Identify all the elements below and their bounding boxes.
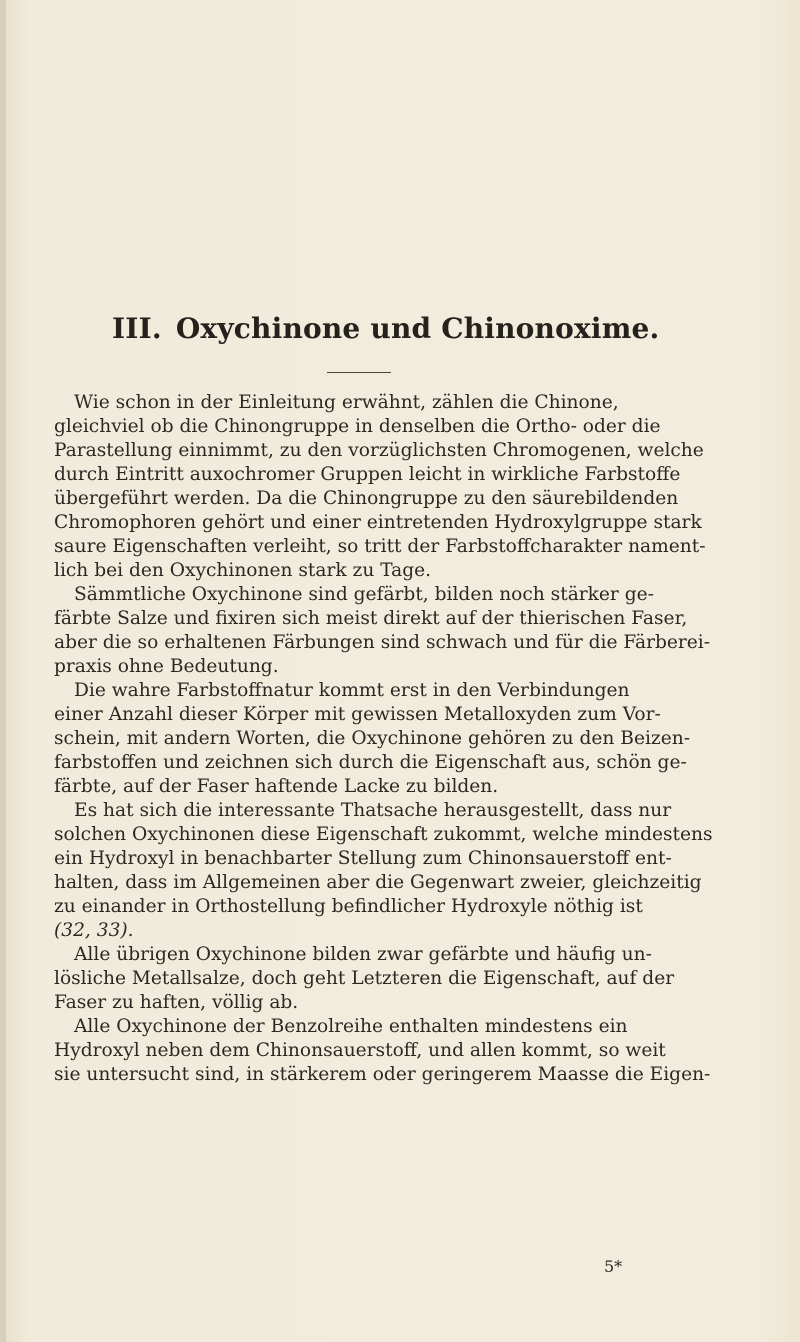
text-line: Sämmtliche Oxychinone sind gefärbt, bilden noch stärker ge- <box>74 584 654 605</box>
signature-mark: 5* <box>604 1257 623 1276</box>
page-edge <box>0 0 6 1342</box>
text-line: lich bei den Oxychinonen stark zu Tage. <box>54 560 432 581</box>
text-line: saure Eigenschaften verleiht, so tritt der Farbstoffcharakter nament- <box>54 536 706 557</box>
text-line: ein Hydroxyl in benachbarter Stellung zum Chinonsauerstoff ent- <box>54 848 672 869</box>
text-line: halten, dass im Allgemeinen aber die Gegenwart zweier, gleichzeitig <box>54 872 702 893</box>
text-line: aber die so erhaltenen Färbungen sind schwach und für die Färberei- <box>54 632 711 653</box>
text-line: gleichviel ob die Chinongruppe in denselben die Ortho- oder die <box>54 416 661 437</box>
text-line: Alle Oxychinone der Benzolreihe enthalten mindestens ein <box>74 1016 628 1037</box>
chapter-numeral: III. <box>112 312 162 345</box>
text-line: Faser zu haften, völlig ab. <box>54 992 299 1013</box>
text-line: durch Eintritt auxochromer Gruppen leicht in wirkliche Farbstoffe <box>54 464 681 485</box>
text-line: farbstoffen und zeichnen sich durch die Eigenschaft aus, schön ge- <box>54 752 687 773</box>
literature-reference: (32, 33). <box>54 920 134 941</box>
text-line: färbte, auf der Faser haftende Lacke zu bilden. <box>54 776 499 797</box>
text-line: färbte Salze und fixiren sich meist direkt auf der thierischen Faser, <box>54 608 688 629</box>
text-line: Chromophoren gehört und einer eintretenden Hydroxylgruppe stark <box>54 512 702 533</box>
text-line: zu einander in Orthostellung befindlicher Hydroxyle nöthig ist <box>54 896 643 917</box>
text-line: Hydroxyl neben dem Chinonsauerstoff, und allen kommt, so weit <box>54 1040 666 1061</box>
text-line: Die wahre Farbstoffnatur kommt erst in den Verbindungen <box>74 680 630 701</box>
chapter-title: Oxychinone und Chinonoxime. <box>175 312 660 345</box>
text-line: Wie schon in der Einleitung erwähnt, zählen die Chinone, <box>74 392 619 413</box>
text-line: praxis ohne Bedeutung. <box>54 656 279 677</box>
text-line: Alle übrigen Oxychinone bilden zwar gefärbte und häufig un- <box>74 944 652 965</box>
text-line: sie untersucht sind, in stärkerem oder geringerem Maasse die Eigen- <box>54 1064 711 1085</box>
text-line: Es hat sich die interessante Thatsache herausgestellt, dass nur <box>74 800 672 821</box>
chapter-heading <box>112 312 672 345</box>
text-line: übergeführt werden. Da die Chinongruppe zu den säurebildenden <box>54 488 679 509</box>
text-line: einer Anzahl dieser Körper mit gewissen Metalloxyden zum Vor- <box>54 704 661 725</box>
text-line: schein, mit andern Worten, die Oxychinone gehören zu den Beizen- <box>54 728 690 749</box>
heading-rule <box>327 372 391 373</box>
text-line: solchen Oxychinonen diese Eigenschaft zukommt, welche mindestens <box>54 824 713 845</box>
text-line: Parastellung einnimmt, zu den vorzüglichsten Chromogenen, welche <box>54 440 704 461</box>
text-line: lösliche Metallsalze, doch geht Letzteren die Eigenschaft, auf der <box>54 968 675 989</box>
